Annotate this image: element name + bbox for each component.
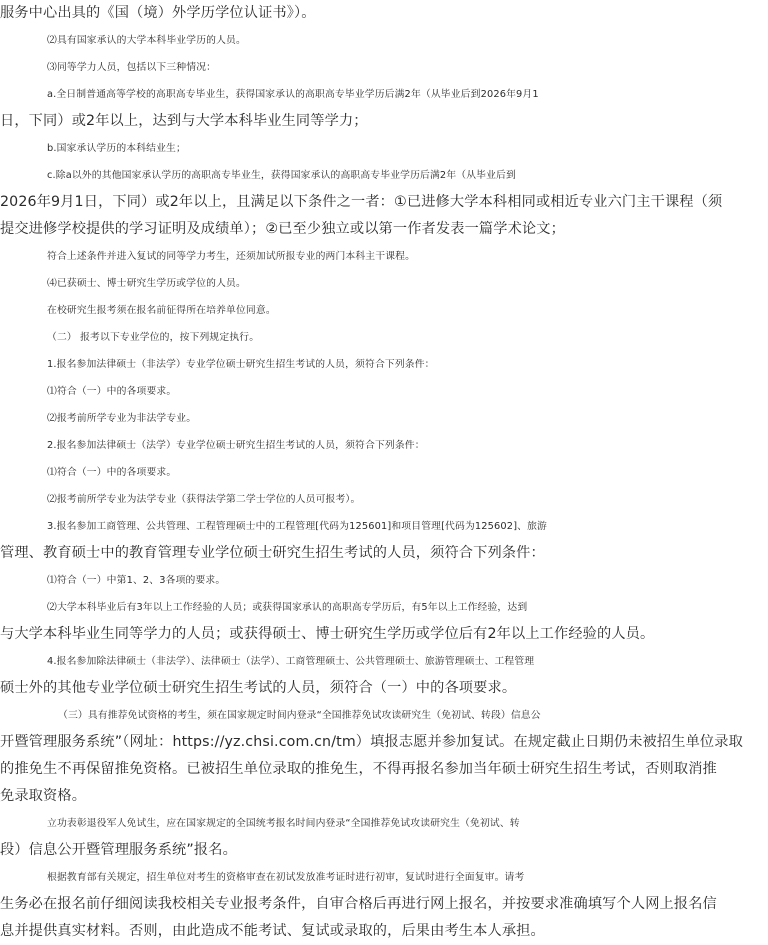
text-line: 立功表彰退役军人免试生，应在国家规定的全国统考报名时间内登录“全国推荐免试攻读研究生（免初试、转 [47,818,520,829]
text-line: a.全日制普通高等学校的高职高专毕业生，获得国家承认的高职高专毕业学历后满2年（从毕业后到2026年9月1 [47,89,539,100]
section-heading: （二） 报考以下专业学位的，按下列规定执行。 [47,332,260,343]
text-line: ⑴符合（一）中第1、2、3各项的要求。 [47,575,226,586]
text-line: ⑵大学本科毕业后有3年以上工作经验的人员；或获得国家承认的高职高专学历后，有5年以上工作经验，达到 [47,602,528,613]
section-heading: （三）具有推荐免试资格的考生，须在国家规定时间内登录“全国推荐免试攻读研究生（免初试、转段）信息公 [58,710,541,721]
text-line: 段）信息公开暨管理服务系统”报名。 [0,842,237,858]
text-line: 符合上述条件并进入复试的同等学力考生，还须加试所报专业的两门本科主干课程。 [47,251,416,262]
text-line: 硕士外的其他专业学位硕士研究生招生考试的人员，须符合（一）中的各项要求。 [0,680,517,696]
text-line: 1.报名参加法律硕士（非法学）专业学位硕士研究生招生考试的人员，须符合下列条件： [47,359,435,370]
text-line: 根据教育部有关规定，招生单位对考生的资格审查在初试发放准考证时进行初审，复试时进行全面复审。请考 [47,872,525,883]
text-line: ⑵具有国家承认的大学本科毕业学历的人员。 [47,35,246,46]
text-line: 生务必在报名前仔细阅读我校相关专业报考条件，自审合格后再进行网上报名，并按要求准确填写个人网上报名信 [0,896,717,912]
text-line: ⑶同等学力人员，包括以下三种情况： [47,62,217,73]
text-line: ⑷已获硕士、博士研究生学历或学位的人员。 [47,278,246,289]
text-line: 日，下同）或2年以上，达到与大学本科毕业生同等学力； [0,113,368,129]
text-line: 与大学本科毕业生同等学力的人员；或获得硕士、博士研究生学历或学位后有2年以上工作经验的人员。 [0,626,655,642]
text-line: 的推免生不再保留推免资格。已被招生单位录取的推免生，不得再报名参加当年硕士研究生招生考试，否则取消推 [0,761,717,777]
text-line: ⑴符合（一）中的各项要求。 [47,386,177,397]
text-line: 息并提供真实材料。否则，由此造成不能考试、复试或录取的，后果由考生本人承担。 [0,923,545,939]
text-line: ⑴符合（一）中的各项要求。 [47,467,177,478]
text-line: c.除a以外的其他国家承认学历的高职高专毕业生，获得国家承认的高职高专毕业学历后满2年（从毕业后到 [47,170,516,181]
text-line: 2.报名参加法律硕士（法学）专业学位硕士研究生招生考试的人员，须符合下列条件： [47,440,425,451]
text-line: 管理、教育硕士中的教育管理专业学位硕士研究生招生考试的人员，须符合下列条件： [0,545,545,561]
text-line: b.国家承认学历的本科结业生； [47,143,186,154]
text-line: 3.报名参加工商管理、公共管理、工程管理硕士中的工程管理[代码为125601]和项目管理[代码为125602]、旅游 [47,521,548,532]
text-line: 开暨管理服务系统”（网址：https://yz.chsi.com.cn/tm）填报志愿并参加复试。在规定截止日期仍未被招生单位录取 [0,734,743,750]
text-line: 在校研究生报考须在报名前征得所在培养单位同意。 [47,305,276,316]
text-line: 提交进修学校提供的学习证明及成绩单）；②已至少独立或以第一作者发表一篇学术论文； [0,221,565,237]
text-line: 4.报名参加除法律硕士（非法学）、法律硕士（法学）、工商管理硕士、公共管理硕士、旅游管理硕士、工程管理 [47,656,535,667]
text-line: 2026年9月1日，下同）或2年以上，且满足以下条件之一者：①已进修大学本科相同或相近专业六门主干课程（须 [0,194,723,210]
text-line: 服务中心出具的《国（境）外学历学位认证书》）。 [0,5,316,21]
text-line: 免录取资格。 [0,788,87,804]
text-line: ⑵报考前所学专业为非法学专业。 [47,413,197,424]
text-line: ⑵报考前所学专业为法学专业（获得法学第二学士学位的人员可报考）。 [47,494,361,505]
